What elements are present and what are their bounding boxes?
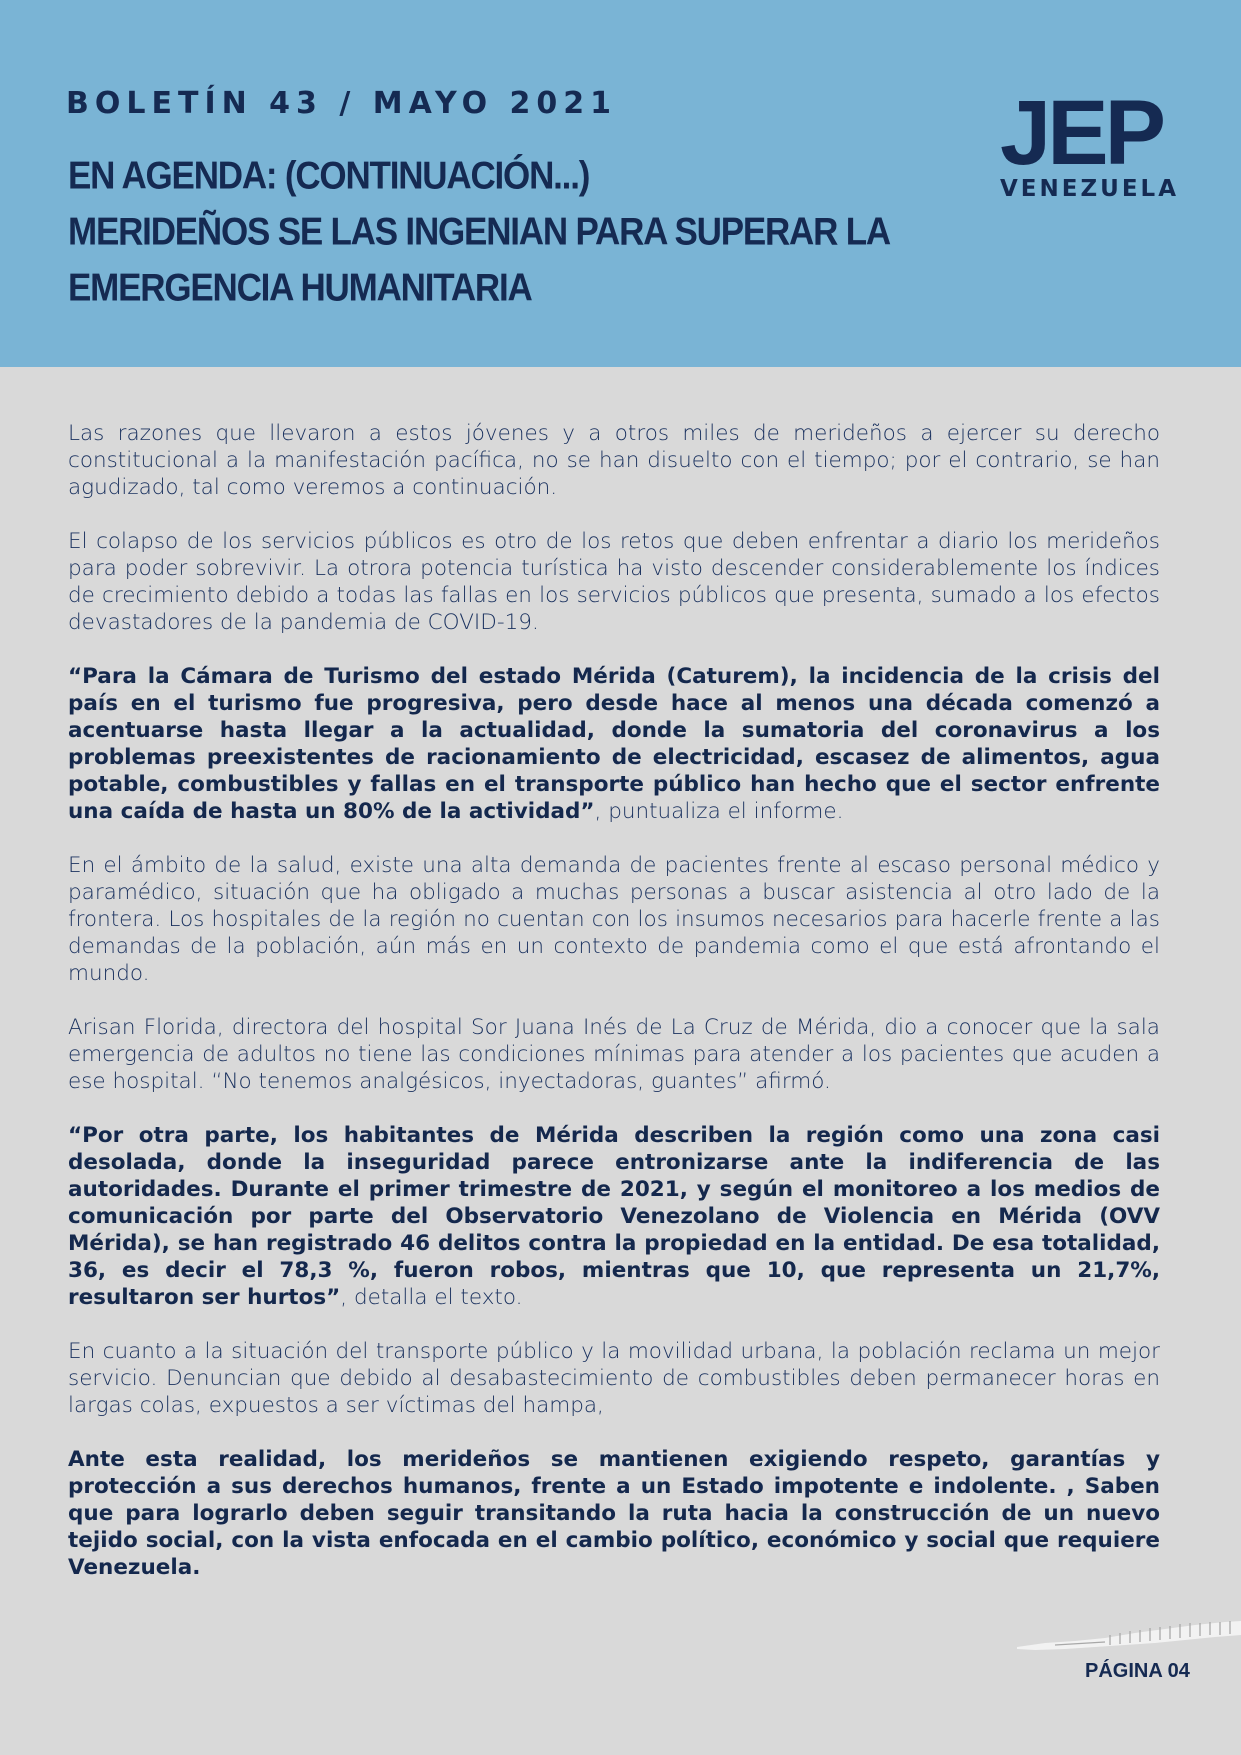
paragraph-6 — [68, 1122, 1160, 1311]
torn-paper-decoration — [1015, 1605, 1241, 1655]
paragraph-8-conclusion: Ante esta realidad, los merideños se mantienen exigiendo respeto, garantías y protección a sus derechos humanos, frente a un Estado impotente e indolente. , Saben que para lograrlo deben seguir transitando la ruta hacia la construcción de un nuevo tejido social, con la vista enfocada en el cambio político, económico y social que requiere Venezuela. — [68, 1447, 1160, 1580]
logo-subtitle: VENEZUELA — [1000, 176, 1179, 202]
article-body — [68, 420, 1160, 1608]
paragraph-4: En el ámbito de la salud, existe una alta demanda de pacientes frente al escaso personal médico y paramédico, situación que ha obligado a muchas personas a buscar asistencia al otro lado de la frontera. Los hospitales de la región no cuentan con los insumos necesarios para hacerle frente a las demandas de la población, aún más en un contexto de pandemia como el que está afrontando el mundo. — [68, 853, 1160, 986]
logo-main-text: JEP — [1000, 82, 1162, 184]
quote-ovv: “Por otra parte, los habitantes de Mérida describen la región como una zona casi desolada, donde la inseguridad parece entronizarse ante la indiferencia de las autoridades. Durante el primer trimestre de 2021, y según el monitoreo a los medios de comunicación por parte del Observatorio Venezolano de Violencia en Mérida (OVV Mérida), se han registrado 46 delitos contra la propiedad en la entidad. De esa totalidad, 36, es decir el 78,3 %, fueron robos, mientras que 10, que representa un 21,7%, resultaron ser hurtos” — [68, 1123, 1160, 1310]
bulletin-label: BOLETÍN 43 / MAYO 2021 — [66, 86, 618, 121]
quote-caturem: “Para la Cámara de Turismo del estado Mérida (Caturem), la incidencia de la crisis del país en el turismo fue progresiva, pero desde hace al menos una década comenzó a acentuarse hasta llegar a la actualidad, donde la sumatoria del coronavirus a los problemas preexistentes de racionamiento de electricidad, escasez de alimentos, agua potable, combustibles y fallas en el transporte público han hecho que el sector enfrente una caída de hasta un 80% de la actividad” — [68, 664, 1160, 824]
paragraph-3 — [68, 663, 1160, 825]
quote-caturem-attribution: , puntualiza el informe. — [594, 799, 844, 824]
paragraph-7: En cuanto a la situación del transporte público y la movilidad urbana, la población reclama un mejor servicio. Denuncian que debido al desabastecimiento de combustibles deben permanecer horas en largas colas, expuestos a ser víctimas del hampa, — [68, 1339, 1160, 1418]
page-title — [68, 148, 890, 316]
jep-logo — [1000, 82, 1179, 202]
paragraph-5: Arisan Florida, directora del hospital Sor Juana Inés de La Cruz de Mérida, dio a conocer que la sala emergencia de adultos no tiene las condiciones mínimas para atender a los pacientes que acuden a ese hospital. “No tenemos analgésicos, inyectadoras, guantes” afirmó. — [68, 1015, 1160, 1094]
paragraph-2: El colapso de los servicios públicos es otro de los retos que deben enfrentar a diario los merideños para poder sobrevivir. La otrora potencia turística ha visto descender considerablemente los índices de crecimiento debido a todas las fallas en los servicios públicos que presenta, sumado a los efectos devastadores de la pandemia de COVID-19. — [68, 529, 1160, 635]
quote-ovv-attribution: , detalla el texto. — [340, 1285, 523, 1310]
header-banner — [0, 0, 1241, 367]
paragraph-1: Las razones que llevaron a estos jóvenes y a otros miles de merideños a ejercer su derecho constitucional a la manifestación pacífica, no se han disuelto con el tiempo; por el contrario, se han agudizado, tal como veremos a continuación. — [68, 421, 1160, 500]
headline-line-1: EN AGENDA: (CONTINUACIÓN...) — [68, 153, 590, 198]
page-number: PÁGINA 04 — [1085, 1660, 1190, 1682]
headline-line-2: MERIDEÑOS SE LAS INGENIAN PARA SUPERAR LA — [68, 209, 890, 254]
headline-line-3: EMERGENCIA HUMANITARIA — [68, 265, 532, 310]
